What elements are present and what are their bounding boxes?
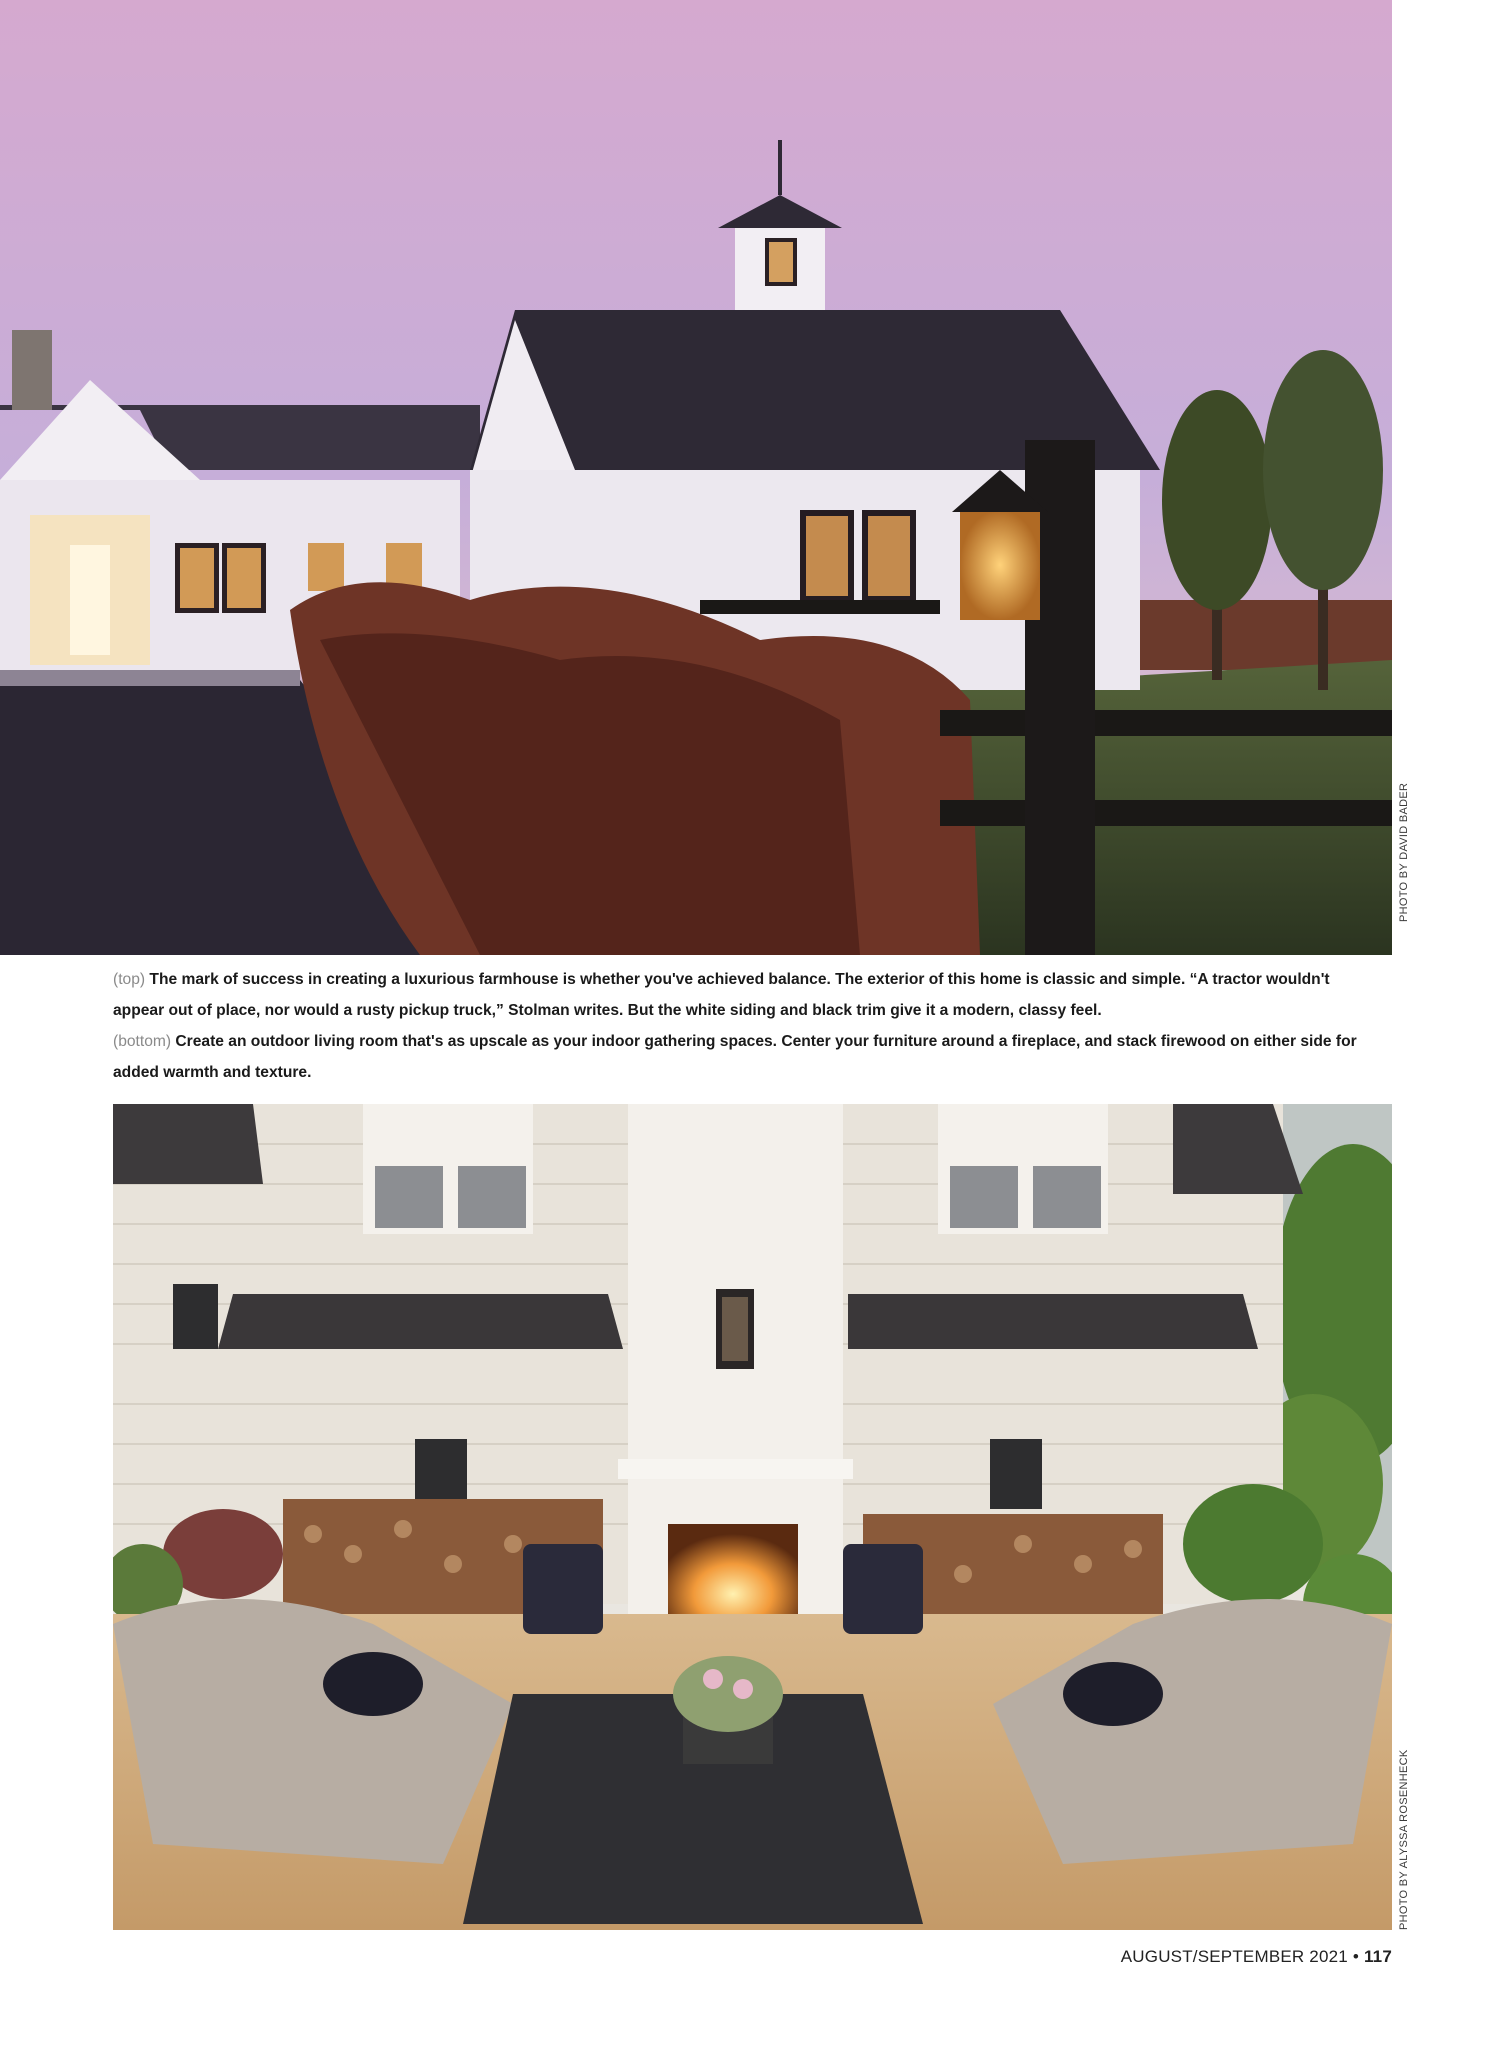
photo-captions xyxy=(113,964,1383,1088)
photo-credit-top: PHOTO BY DAVID BADER xyxy=(1398,782,1410,922)
page-folio xyxy=(1121,1947,1392,1967)
outdoor-living-room-image xyxy=(113,1104,1392,1930)
issue-date: AUGUST/SEPTEMBER 2021 xyxy=(1120,1947,1348,1966)
farmhouse-dusk-image xyxy=(0,0,1392,955)
top-photo xyxy=(0,0,1392,955)
caption-tag: (top) xyxy=(113,971,146,988)
caption-text: Create an outdoor living room that's as upscale as your indoor gathering spaces. Center your furniture around a fireplace, and stack firewood on either side for added warmth and texture. xyxy=(113,1033,1357,1081)
folio-separator: • xyxy=(1352,1947,1360,1966)
bottom-photo xyxy=(113,1104,1392,1930)
caption-tag: (bottom) xyxy=(113,1033,172,1050)
photo-credit-bottom: PHOTO BY ALYSSA ROSENHECK xyxy=(1398,1749,1410,1930)
caption-text: The mark of success in creating a luxurious farmhouse is whether you've achieved balance. The exterior of this home is classic and simple. “A tractor wouldn't appear out of place, nor would a rusty pickup truck,” Stolman writes. But the white siding and black trim give it a modern, classy feel. xyxy=(113,971,1330,1019)
page-number: 117 xyxy=(1363,1947,1392,1966)
caption-top xyxy=(113,964,1383,1026)
caption-bottom xyxy=(113,1026,1383,1088)
